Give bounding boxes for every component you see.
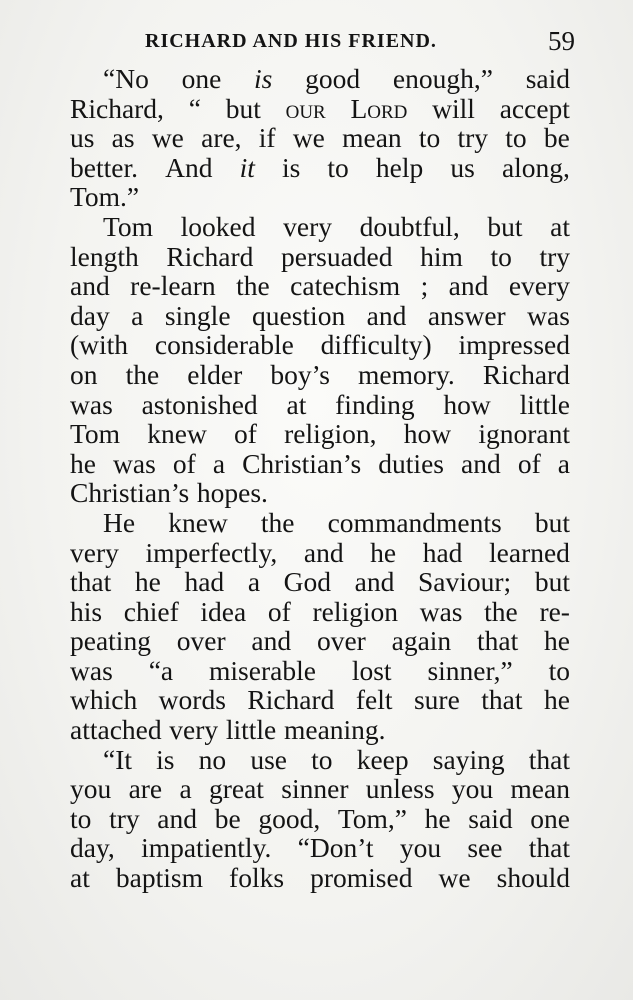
- word: the: [484, 595, 518, 627]
- word: one: [530, 802, 570, 834]
- word: Christian’s: [242, 447, 362, 479]
- word: you: [399, 832, 442, 864]
- word: Richard: [482, 358, 570, 390]
- word: on: [70, 358, 98, 390]
- word: are,: [201, 122, 242, 154]
- text-line: [70, 94, 570, 124]
- word: that: [481, 684, 523, 716]
- word: religion: [312, 595, 399, 627]
- text-line: [70, 182, 570, 212]
- word: astonished: [141, 388, 258, 420]
- word: his: [70, 595, 103, 627]
- word: memory.: [358, 358, 455, 390]
- word: God: [283, 566, 332, 598]
- word: Saviour;: [418, 566, 512, 598]
- word: impressed: [458, 329, 570, 361]
- word: he: [544, 625, 570, 657]
- word: he: [543, 684, 570, 716]
- word: we: [438, 862, 471, 894]
- word: looked: [180, 210, 256, 242]
- word: commandments: [327, 506, 502, 538]
- word: how: [403, 418, 452, 450]
- text-line: [70, 863, 570, 893]
- word: was: [419, 595, 463, 627]
- word: imperfectly,: [145, 536, 278, 568]
- word: ignorant: [478, 418, 570, 450]
- word: and: [354, 566, 395, 598]
- word: and: [303, 536, 344, 568]
- text-line: [70, 301, 570, 331]
- word: was: [70, 654, 113, 686]
- text-line: [70, 390, 570, 420]
- text-line: [70, 449, 570, 479]
- word: a: [557, 447, 570, 479]
- word: Richard: [166, 240, 254, 272]
- word: are: [128, 773, 163, 805]
- word: and: [448, 270, 489, 302]
- text-line: [70, 804, 570, 834]
- word: use: [250, 743, 287, 775]
- word: at: [70, 862, 90, 894]
- word: to: [505, 122, 527, 154]
- word: good: [305, 63, 361, 94]
- word: should: [496, 862, 570, 894]
- word: was: [70, 388, 113, 420]
- word: had: [184, 566, 225, 598]
- word: us: [70, 122, 95, 154]
- word: saying: [432, 743, 505, 775]
- word: to: [548, 654, 570, 686]
- word: no: [198, 743, 227, 775]
- word: And: [165, 151, 213, 183]
- word: to: [70, 802, 92, 834]
- word: but: [487, 210, 523, 242]
- word: of: [234, 418, 257, 450]
- word: be: [543, 122, 570, 154]
- word: which: [70, 684, 138, 716]
- word: Tom: [103, 210, 154, 242]
- word: is: [281, 151, 301, 183]
- word: ;: [420, 270, 429, 302]
- word: is: [156, 743, 175, 775]
- word: great: [208, 773, 264, 805]
- word: of: [267, 595, 291, 627]
- text-line: [70, 478, 570, 508]
- word: knew: [147, 418, 207, 450]
- text-line: [70, 64, 570, 94]
- word: to: [311, 743, 333, 775]
- running-head: RICHARD AND HIS FRIEND.: [145, 30, 437, 52]
- word: attached: [70, 714, 162, 746]
- word: Tom: [70, 418, 121, 450]
- text-line: [70, 123, 570, 153]
- word: will: [432, 92, 475, 124]
- word: Christian’s: [70, 477, 190, 509]
- word: accept: [499, 92, 570, 124]
- word: question: [252, 299, 346, 331]
- word: he: [134, 566, 161, 598]
- word: meaning.: [283, 714, 386, 746]
- text-line: [70, 685, 570, 715]
- word: good,: [258, 802, 321, 834]
- word: that: [70, 566, 112, 598]
- word: Richard,: [70, 92, 164, 124]
- text-line: [70, 745, 570, 775]
- word: little: [225, 714, 277, 746]
- word: the: [125, 358, 160, 390]
- word: day,: [70, 832, 115, 864]
- word: considerable: [154, 329, 294, 361]
- word: our: [285, 92, 326, 124]
- word: over: [316, 625, 366, 657]
- word: be: [214, 802, 241, 834]
- word: the: [260, 506, 295, 538]
- word: one: [181, 63, 222, 94]
- text-line: [70, 597, 570, 627]
- text-line: [70, 212, 570, 242]
- word: idea: [200, 595, 247, 627]
- word: very: [70, 536, 119, 568]
- word: see: [467, 832, 503, 864]
- word: at: [286, 388, 307, 420]
- word: of: [517, 447, 541, 479]
- word: and: [366, 299, 407, 331]
- word: promised: [310, 862, 413, 894]
- word: help: [375, 151, 424, 183]
- word: is: [254, 63, 273, 94]
- word: “It: [103, 743, 133, 775]
- word: Tom,”: [337, 802, 407, 834]
- word: mean: [342, 122, 402, 154]
- word: said: [525, 63, 570, 94]
- word: hopes.: [196, 477, 268, 509]
- word: and: [251, 625, 292, 657]
- word: but: [534, 506, 570, 538]
- word: a: [131, 299, 144, 331]
- word: knew: [168, 506, 228, 538]
- word: doubtful,: [359, 210, 460, 242]
- word: words: [158, 684, 226, 716]
- body-text: [70, 64, 570, 893]
- text-line: [70, 538, 570, 568]
- word: lost: [351, 654, 392, 686]
- word: but: [225, 92, 261, 124]
- word: unless: [365, 773, 435, 805]
- word: re-learn: [130, 270, 216, 302]
- word: he: [424, 802, 451, 834]
- word: you: [70, 773, 112, 805]
- word: of: [172, 447, 196, 479]
- word: persuaded: [281, 240, 393, 272]
- word: day: [70, 299, 110, 331]
- text-line: [70, 715, 570, 745]
- word: that: [476, 625, 519, 657]
- word: to: [490, 240, 512, 272]
- word: duties: [378, 447, 444, 479]
- word: (with: [70, 329, 129, 361]
- word: elder: [187, 358, 243, 390]
- word: was: [113, 447, 156, 479]
- word: try: [109, 802, 140, 834]
- text-line: [70, 567, 570, 597]
- word: us: [450, 151, 475, 183]
- word: religion,: [284, 418, 377, 450]
- word: single: [164, 299, 231, 331]
- word: answer: [427, 299, 506, 331]
- word: to: [418, 122, 441, 154]
- word: sinner,”: [427, 654, 513, 686]
- word: again: [391, 625, 452, 657]
- word: you: [451, 773, 494, 805]
- word: as: [111, 122, 135, 154]
- word: a: [179, 773, 192, 805]
- word: very: [283, 210, 333, 242]
- word: a: [212, 447, 226, 479]
- word: had: [422, 536, 463, 568]
- word: to: [327, 151, 349, 183]
- word: try: [539, 240, 570, 272]
- word: “Don’t: [297, 832, 374, 864]
- page-header: [145, 26, 575, 56]
- word: the: [236, 270, 270, 302]
- word: better.: [70, 151, 138, 183]
- word: felt: [355, 684, 393, 716]
- word: if: [258, 122, 276, 154]
- word: and: [70, 270, 110, 302]
- text-line: [70, 656, 570, 686]
- word: boy’s: [270, 358, 330, 390]
- word: how: [443, 388, 491, 420]
- word: Richard: [247, 684, 335, 716]
- word: try: [457, 122, 489, 154]
- word: re-: [539, 595, 570, 627]
- word: catechism: [290, 270, 401, 302]
- word: peating: [70, 625, 151, 657]
- word: and: [157, 802, 198, 834]
- word: and: [461, 447, 501, 479]
- text-line: [70, 271, 570, 301]
- word: Lord: [350, 92, 408, 124]
- word: he: [370, 536, 397, 568]
- text-line: [70, 626, 570, 656]
- text-line: [70, 153, 570, 183]
- text-line: [70, 330, 570, 360]
- word: sure: [413, 684, 460, 716]
- word: folks: [229, 862, 285, 894]
- word: over: [176, 625, 226, 657]
- word: that: [528, 832, 570, 864]
- word: was: [527, 299, 570, 331]
- word: a: [247, 566, 261, 598]
- word: him: [420, 240, 463, 272]
- word: said: [468, 802, 513, 834]
- word: it: [239, 151, 255, 183]
- text-line: [70, 774, 570, 804]
- word: length: [70, 240, 139, 272]
- word: difficulty): [320, 329, 432, 361]
- word: sinner: [281, 773, 349, 805]
- word: keep: [356, 743, 409, 775]
- word: baptism: [115, 862, 203, 894]
- text-line: [70, 242, 570, 272]
- word: very: [169, 714, 219, 746]
- word: chief: [123, 595, 179, 627]
- word: impatiently.: [141, 832, 272, 864]
- word: enough,”: [392, 63, 493, 94]
- text-line: [70, 360, 570, 390]
- word: that: [528, 743, 570, 775]
- text-line: [70, 833, 570, 863]
- word: every: [508, 270, 570, 302]
- word: he: [70, 447, 96, 479]
- word: He: [103, 506, 136, 538]
- word: mean: [510, 773, 570, 805]
- word: “No: [103, 63, 149, 94]
- word: at: [550, 210, 570, 242]
- text-line: [70, 508, 570, 538]
- word: finding: [335, 388, 415, 420]
- word: learned: [489, 536, 570, 568]
- word: “: [188, 92, 201, 124]
- word: we: [151, 122, 184, 154]
- word: but: [534, 566, 570, 598]
- word: “a: [148, 654, 174, 686]
- word: Tom.”: [70, 181, 140, 213]
- text-line: [70, 419, 570, 449]
- word: along,: [501, 151, 570, 183]
- word: miserable: [209, 654, 316, 686]
- page-number: 59: [548, 26, 575, 56]
- word: little: [519, 388, 570, 420]
- word: we: [292, 122, 325, 154]
